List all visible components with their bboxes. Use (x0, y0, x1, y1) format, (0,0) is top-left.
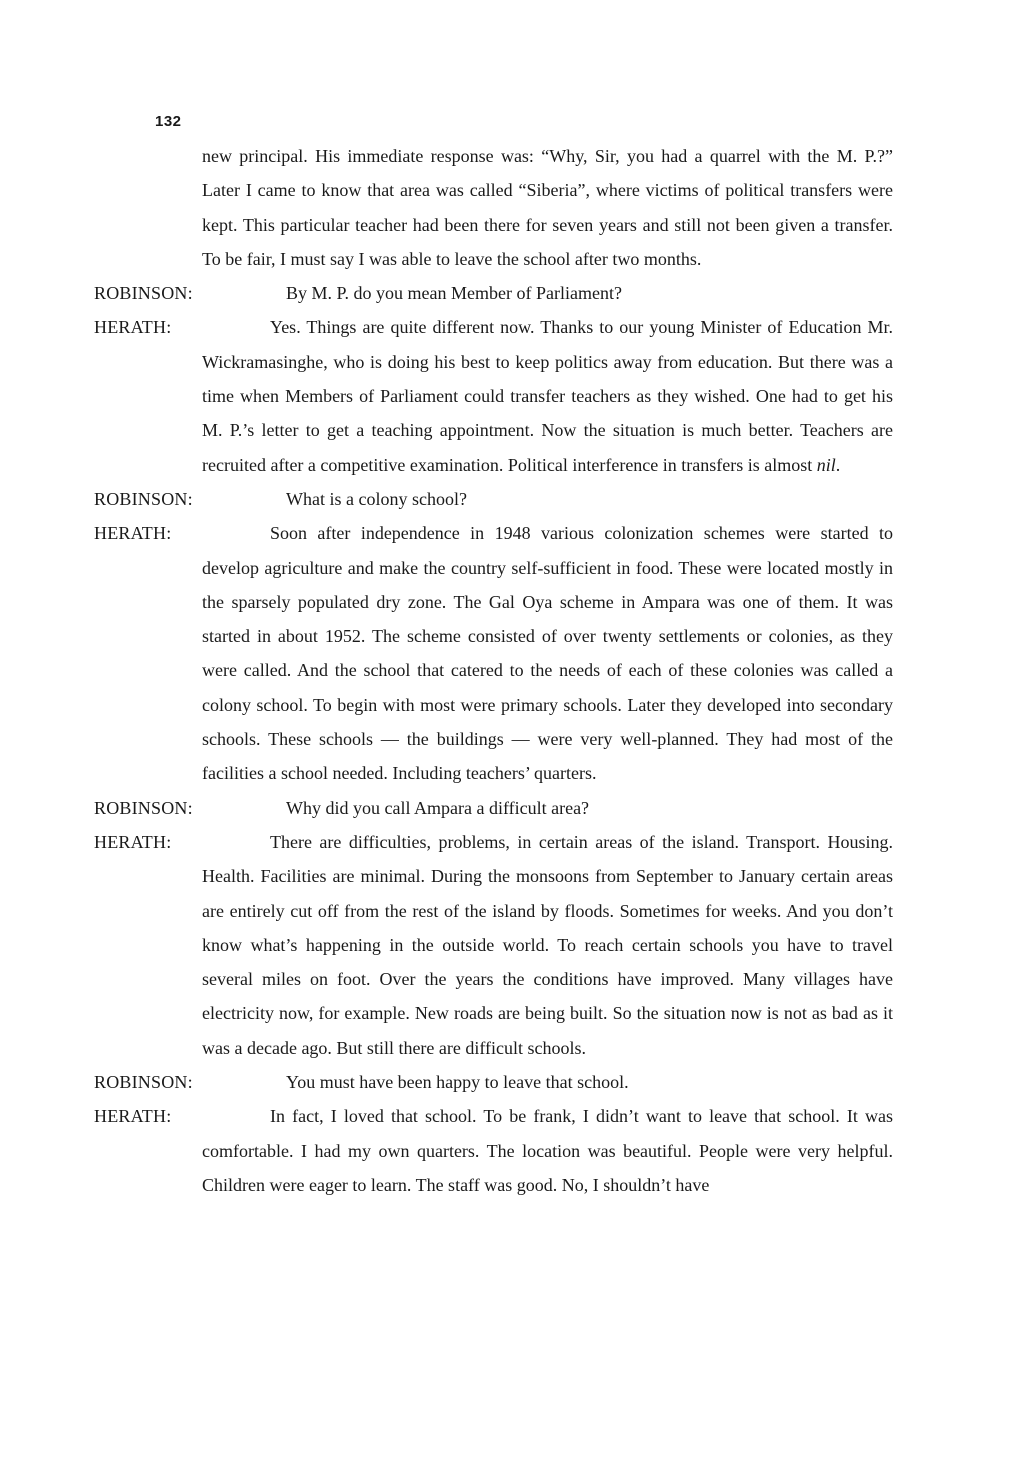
dialogue-turn-herath (94, 1099, 893, 1202)
speaker-label: ROBINSON: (94, 1072, 193, 1093)
dialogue-turn-robinson (94, 1065, 893, 1099)
speaker-label: HERATH: (94, 523, 172, 544)
dialogue-text: By M. P. do you mean Member of Parliament? (286, 283, 622, 304)
dialogue-text-end: . (835, 454, 841, 475)
dialogue-turn-herath (94, 516, 893, 790)
interview-transcript (94, 139, 893, 1202)
dialogue-turn-robinson (94, 791, 893, 825)
speaker-label: HERATH: (94, 1106, 172, 1127)
speaker-label: ROBINSON: (94, 488, 193, 509)
dialogue-text: You must have been happy to leave that school. (286, 1072, 629, 1093)
dialogue-turn-herath (94, 310, 893, 481)
dialogue-text: Why did you call Ampara a difficult area? (286, 797, 590, 818)
speaker-label: ROBINSON: (94, 797, 193, 818)
dialogue-turn-robinson (94, 482, 893, 516)
paragraph-text: new principal. His immediate response was: “Why, Sir, you had a quarrel with the M. P.?” Later I came to know that area was called “Siberia”, where victims of political transfers were kept. This particular teacher had been there for seven years and still not been given a transfer. To be fair, I must say I was able to leave the school after two months. (202, 146, 893, 269)
speaker-label: HERATH: (94, 317, 172, 338)
page-number: 132 (155, 113, 182, 130)
speaker-label: HERATH: (94, 831, 172, 852)
dialogue-turn-robinson (94, 276, 893, 310)
continued-paragraph (148, 139, 893, 276)
dialogue-text: What is a colony school? (286, 488, 467, 509)
italic-word: nil (816, 454, 836, 475)
dialogue-text: Yes. Things are quite different now. Thanks to our young Minister of Education Mr. Wickramasinghe, who is doing his best to keep politics away from education. But there was a time when Members of Parliament could transfer teachers as they wished. One had to get his M. P.’s letter to get a teaching appointment. Now the situation is much better. Teachers are recruited after a competitive examination. Political interference in transfers is almost (202, 317, 893, 475)
speaker-label: ROBINSON: (94, 283, 193, 304)
dialogue-turn-herath (94, 825, 893, 1065)
dialogue-text: There are difficulties, problems, in certain areas of the island. Transport. Housing. Health. Facilities are minimal. During the monsoons from September to January certain areas are entirely cut off from the rest of the island by floods. Sometimes for weeks. And you don’t know what’s happening in the outside world. To reach certain schools you have to travel several miles on foot. Over the years the conditions have improved. Many villages have electricity now, for example. New roads are being built. So the situation now is not as bad as it was a decade ago. But still there are difficult schools. (202, 831, 893, 1058)
dialogue-text: Soon after independence in 1948 various colonization schemes were started to develop agriculture and make the country self‐sufficient in food. These were located mostly in the sparsely populated dry zone. The Gal Oya scheme in Ampara was one of them. It was started in about 1952. The scheme consisted of over twenty settlements or colonies, as they were called. And the school that catered to the needs of each of these colonies was called a colony school. To begin with most were primary schools. Later they developed into secondary schools. These schools — the buildings — were very well‐planned. They had most of the facilities a school needed. Including teachers’ quarters. (202, 523, 893, 784)
dialogue-text: In fact, I loved that school. To be frank, I didn’t want to leave that school. It was comfortable. I had my own quarters. The location was beautiful. People were very helpful. Children were eager to learn. The staff was good. No, I shouldn’t have (202, 1106, 893, 1195)
